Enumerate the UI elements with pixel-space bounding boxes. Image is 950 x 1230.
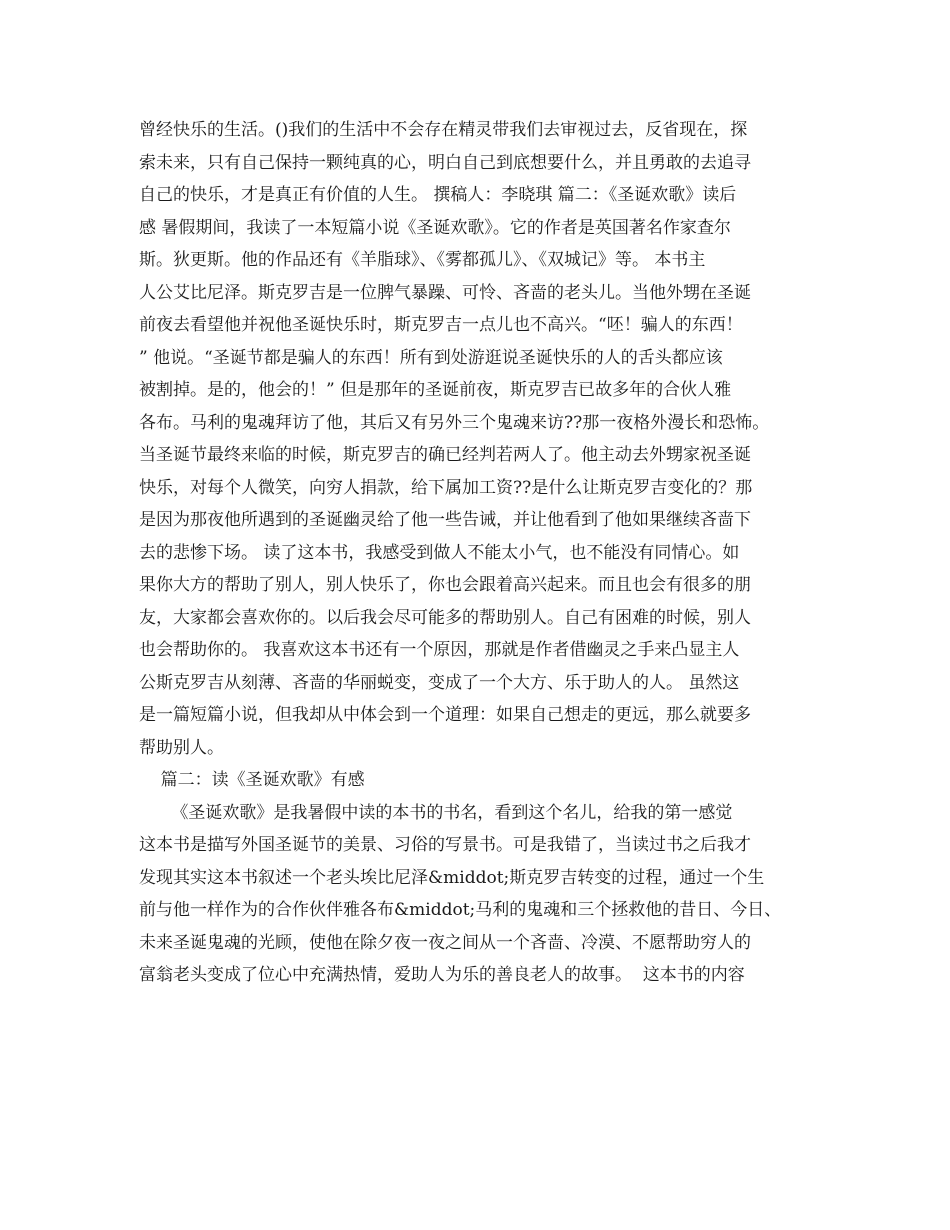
- text-line: 未来圣诞鬼魂的光顾，使他在除夕夜一夜之间从一个吝啬、冷漠、不愿帮助穷人的: [139, 932, 751, 953]
- text-line: 感 暑假期间，我读了一本短篇小说《圣诞欢歌》。它的作者是英国著名作家查尔: [139, 217, 731, 238]
- text-line: 各布。马利的鬼魂拜访了他，其后又有另外三个鬼魂来访??那一夜格外漫长和恐怖。: [139, 412, 770, 433]
- text-line: 自己的快乐，才是真正有价值的人生。 撰稿人：李晓琪 篇二：《圣诞欢歌》读后: [139, 185, 737, 205]
- text-line: 前与他一样作为的合作伙伴雅各布&middot;马利的鬼魂和三个拯救他的昔日、今日、: [139, 900, 782, 920]
- text-line: 《圣诞欢歌》是我暑假中读的本书的书名，看到这个名儿，给我的第一感觉: [139, 802, 733, 823]
- text-line: 当圣诞节最终来临的时候，斯克罗吉的确已经判若两人了。他主动去外甥家祝圣诞: [139, 445, 751, 465]
- text-line: 曾经快乐的生活。()我们的生活中不会存在精灵带我们去审视过去，反省现在，探: [139, 120, 748, 140]
- text-line: 去的悲惨下场。 读了这本书，我感受到做人不能太小气，也不能没有同情心。如: [139, 542, 740, 563]
- text-line: 斯。狄更斯。他的作品还有《羊脂球》、《雾都孤儿》、《双城记》等。 本书主: [139, 250, 706, 270]
- text-line: 公斯克罗吉从刻薄、吝啬的华丽蜕变，变成了一个大方、乐于助人的人。 虽然这: [139, 672, 740, 693]
- text-line: 被割掉。是的，他会的！” 但是那年的圣诞前夜，斯克罗吉已故多年的合伙人雅: [139, 380, 732, 400]
- text-line: 人公艾比尼泽。斯克罗吉是一位脾气暴躁、可怜、吝啬的老头儿。当他外甥在圣诞: [139, 282, 751, 303]
- text-line: 这本书是描写外国圣诞节的美景、习俗的写景书。可是我错了，当读过书之后我才: [139, 835, 751, 855]
- text-line: 富翁老头变成了位心中充满热情，爱助人为乐的善良老人的故事。 这本书的内容: [139, 965, 745, 985]
- document-body: [139, 114, 819, 992]
- text-line: 前夜去看望他并祝他圣诞快乐时，斯克罗吉一点儿也不高兴。“呸！骗人的东西！: [139, 315, 743, 335]
- text-line: 也会帮助你的。 我喜欢这本书还有一个原因，那就是作者借幽灵之手来凸显主人: [139, 640, 740, 660]
- text-line: 帮助别人。: [139, 737, 224, 758]
- text-line: ” 他说。“圣诞节都是骗人的东西！所有到处游逛说圣诞快乐的人的舌头都应该: [139, 347, 723, 368]
- text-line: 快乐，对每个人微笑，向穷人捐款，给下属加工资??是什么让斯克罗吉变化的？那: [139, 477, 753, 498]
- text-line: 是因为那夜他所遇到的圣诞幽灵给了他一些告诫，并让他看到了他如果继续吝啬下: [139, 510, 751, 530]
- text-line: 友，大家都会喜欢你的。以后我会尽可能多的帮助别人。自己有困难的时候，别人: [139, 607, 751, 628]
- section-heading: 篇二：读《圣诞欢歌》有感: [139, 770, 365, 790]
- text-line: 索未来，只有自己保持一颗纯真的心，明白自己到底想要什么，并且勇敢的去追寻: [139, 152, 751, 173]
- text-line: 是一篇短篇小说，但我却从中体会到一个道理：如果自己想走的更远，那么就要多: [139, 705, 751, 725]
- text-line: 发现其实这本书叙述一个老头埃比尼泽&middot;斯克罗吉转变的过程，通过一个生: [139, 867, 765, 888]
- text-line: 果你大方的帮助了别人，别人快乐了，你也会跟着高兴起来。而且也会有很多的朋: [139, 575, 751, 595]
